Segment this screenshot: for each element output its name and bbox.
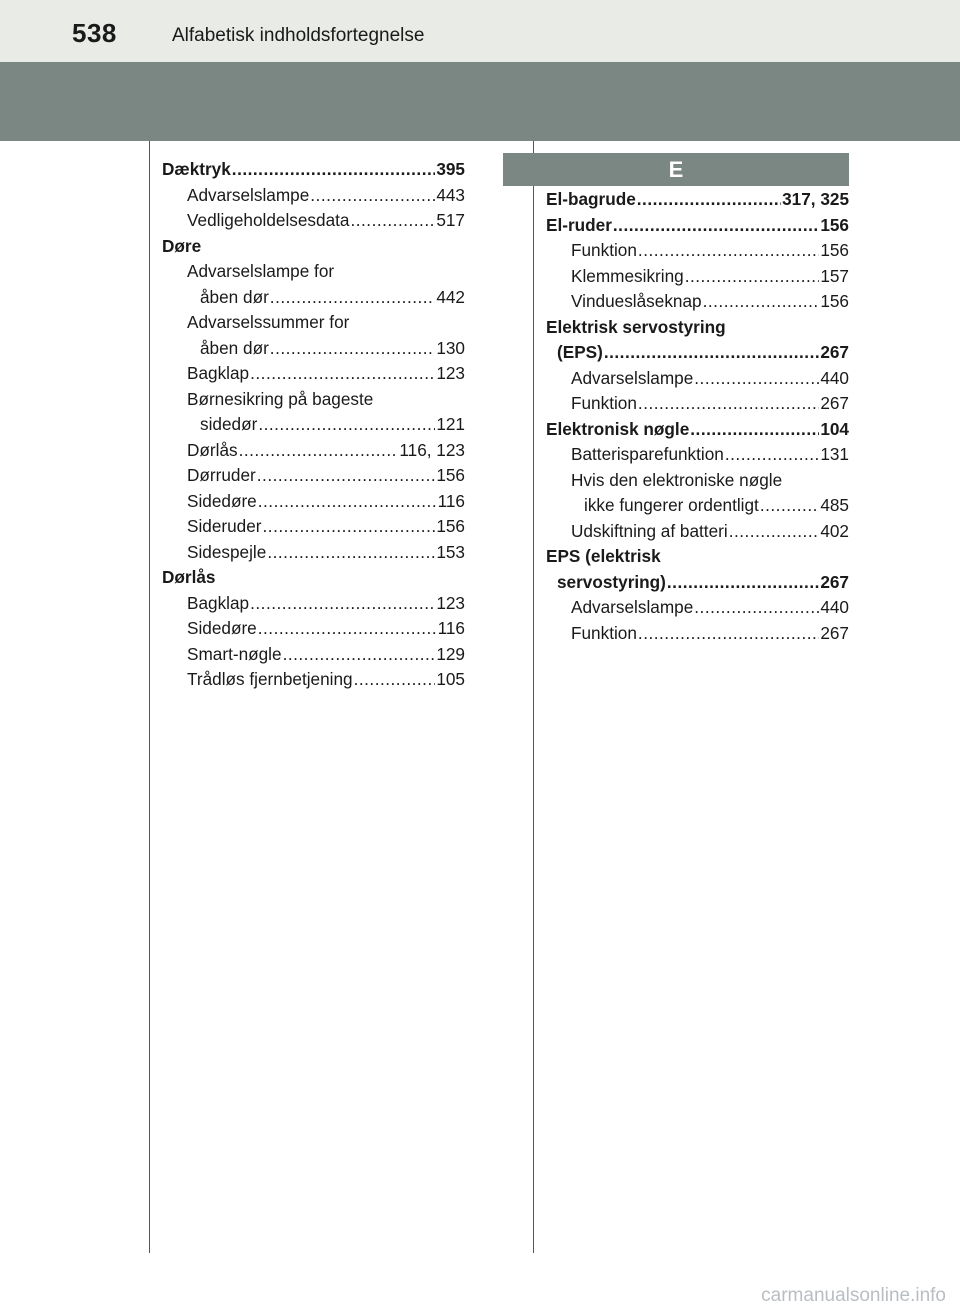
index-entry xyxy=(162,438,465,464)
leader-dots xyxy=(257,463,436,489)
index-entry xyxy=(546,417,849,443)
index-term: ikke fungerer ordentligt xyxy=(584,495,759,515)
index-term: Funktion xyxy=(571,622,637,643)
index-entry xyxy=(162,208,465,234)
page-reference: 485 xyxy=(820,495,849,515)
page-reference: 156 xyxy=(436,516,465,536)
index-entry xyxy=(162,642,465,668)
leader-dots xyxy=(310,183,435,209)
index-entry xyxy=(162,565,465,591)
index-term: Dæktryk xyxy=(162,159,231,179)
index-term: Døre xyxy=(162,235,202,256)
index-term: Klemmesikring xyxy=(571,265,684,286)
page-reference: 130 xyxy=(436,337,465,358)
index-term: Funktion xyxy=(571,240,637,260)
index-term: Trådløs fjernbetjening xyxy=(187,669,353,689)
top-header-bar xyxy=(0,0,960,62)
section-letter-header: E xyxy=(503,153,849,186)
index-term: Hvis den elektroniske nøgle xyxy=(571,469,783,490)
leader-dots xyxy=(604,340,819,366)
leader-dots xyxy=(638,391,819,417)
index-term: Advarselslampe xyxy=(571,367,694,388)
index-entry xyxy=(546,468,849,494)
index-entry xyxy=(162,310,465,336)
page-reference: 121 xyxy=(436,414,465,434)
index-term: Børnesikring på bageste xyxy=(187,388,374,409)
page-reference: 395 xyxy=(436,159,465,179)
leader-dots xyxy=(267,540,435,566)
left-column-rule xyxy=(149,141,150,1253)
page-reference: 116, 123 xyxy=(399,439,465,460)
leader-dots xyxy=(667,570,819,596)
leader-dots xyxy=(250,361,435,387)
index-term: Funktion xyxy=(571,393,637,413)
leader-dots xyxy=(270,285,436,311)
leader-dots xyxy=(703,289,820,315)
header-band xyxy=(0,62,960,141)
index-entry xyxy=(162,591,465,617)
index-term: Dørlås xyxy=(162,567,216,587)
index-entry xyxy=(162,387,465,413)
index-term: Advarselslampe for xyxy=(187,261,335,281)
leader-dots xyxy=(263,514,436,540)
index-column-right xyxy=(546,187,849,646)
page-reference: 156 xyxy=(820,291,849,311)
index-term: Advarselslampe xyxy=(571,597,694,617)
leader-dots xyxy=(283,642,436,668)
page-reference: 116 xyxy=(437,490,465,511)
index-column-left xyxy=(162,157,465,693)
index-entry xyxy=(546,442,849,468)
index-term: Dørlås xyxy=(187,439,238,460)
page-reference: 153 xyxy=(436,541,465,562)
index-entry xyxy=(546,544,849,570)
page-reference: 442 xyxy=(436,286,465,307)
index-term: Udskiftning af batteri xyxy=(571,520,728,541)
leader-dots xyxy=(258,412,435,438)
index-term: Sidedøre xyxy=(187,490,257,511)
leader-dots xyxy=(258,489,437,515)
page-number: 538 xyxy=(72,18,117,48)
index-entry xyxy=(162,285,465,311)
index-entry xyxy=(546,213,849,239)
index-entry xyxy=(546,187,849,213)
index-entry xyxy=(546,366,849,392)
leader-dots xyxy=(270,336,436,362)
index-term: Smart-nøgle xyxy=(187,643,282,664)
index-entry xyxy=(546,315,849,341)
index-term: El-bagrude xyxy=(546,189,636,209)
index-entry xyxy=(546,289,849,315)
page-reference: 440 xyxy=(820,367,849,388)
index-entry xyxy=(162,183,465,209)
index-entry xyxy=(546,340,849,366)
index-entry xyxy=(162,361,465,387)
index-term: Elektronisk nøgle xyxy=(546,418,690,439)
index-term: (EPS) xyxy=(557,342,603,362)
index-entry xyxy=(546,621,849,647)
index-term: åben dør xyxy=(200,337,269,358)
index-term: Sideruder xyxy=(187,516,262,536)
index-term: åben dør xyxy=(200,286,269,307)
page-reference: 517 xyxy=(436,210,465,230)
page-reference: 440 xyxy=(820,597,849,617)
index-term: sidedør xyxy=(200,414,258,434)
index-term: Sidedøre xyxy=(187,618,257,638)
index-entry xyxy=(546,519,849,545)
page-reference: 156 xyxy=(820,214,849,235)
index-term: Dørruder xyxy=(187,465,256,485)
index-term: Advarselssummer for xyxy=(187,312,350,332)
index-term: Batterisparefunktion xyxy=(571,444,724,464)
index-entry xyxy=(162,667,465,693)
index-term: servostyring) xyxy=(557,571,666,592)
index-entry xyxy=(162,616,465,642)
index-term: Vindueslåseknap xyxy=(571,291,702,311)
page-reference: 267 xyxy=(820,393,849,413)
page-reference: 443 xyxy=(436,184,465,205)
page-reference: 267 xyxy=(820,622,849,643)
page-reference: 123 xyxy=(436,363,465,383)
index-entry xyxy=(546,391,849,417)
leader-dots xyxy=(690,417,819,443)
leader-dots xyxy=(258,616,437,642)
index-entry xyxy=(162,234,465,260)
leader-dots xyxy=(638,621,819,647)
index-entry xyxy=(546,595,849,621)
leader-dots xyxy=(239,438,399,464)
index-term: El-ruder xyxy=(546,214,612,235)
leader-dots xyxy=(729,519,820,545)
index-term: Sidespejle xyxy=(187,541,267,562)
index-entry xyxy=(162,259,465,285)
page-reference: 317, 325 xyxy=(782,189,849,209)
index-term: EPS (elektrisk xyxy=(546,546,661,566)
leader-dots xyxy=(232,157,436,183)
leader-dots xyxy=(638,238,819,264)
index-entry xyxy=(162,514,465,540)
index-entry xyxy=(546,570,849,596)
page-reference: 116 xyxy=(437,618,465,638)
leader-dots xyxy=(250,591,435,617)
index-entry xyxy=(162,157,465,183)
page-title: Alfabetisk indholdsfortegnelse xyxy=(172,25,425,46)
page-reference: 123 xyxy=(436,592,465,613)
page-reference: 131 xyxy=(820,444,849,464)
index-term: Bagklap xyxy=(187,363,250,383)
page-reference: 156 xyxy=(436,465,465,485)
index-entry xyxy=(546,493,849,519)
page-reference: 129 xyxy=(436,643,465,664)
leader-dots xyxy=(725,442,819,468)
page-reference: 157 xyxy=(820,265,849,286)
leader-dots xyxy=(694,366,819,392)
leader-dots xyxy=(685,264,820,290)
index-term: Advarselslampe xyxy=(187,184,310,205)
leader-dots xyxy=(637,187,781,213)
leader-dots xyxy=(760,493,819,519)
page-reference: 267 xyxy=(820,342,849,362)
index-entry xyxy=(162,540,465,566)
page-reference: 156 xyxy=(820,240,849,260)
index-term: Vedligeholdelsesdata xyxy=(187,210,350,230)
index-entry xyxy=(546,264,849,290)
leader-dots xyxy=(694,595,819,621)
page-reference: 402 xyxy=(820,520,849,541)
leader-dots xyxy=(613,213,819,239)
leader-dots xyxy=(354,667,436,693)
page-reference: 104 xyxy=(820,418,849,439)
index-entry xyxy=(162,336,465,362)
index-entry xyxy=(162,412,465,438)
index-term: Bagklap xyxy=(187,592,250,613)
index-entry xyxy=(162,463,465,489)
index-entry xyxy=(162,489,465,515)
index-entry xyxy=(546,238,849,264)
index-term: Elektrisk servostyring xyxy=(546,316,726,337)
page-reference: 267 xyxy=(820,571,849,592)
leader-dots xyxy=(350,208,435,234)
middle-column-rule xyxy=(533,141,534,1253)
watermark: carmanualsonline.info xyxy=(761,1285,946,1306)
page-reference: 105 xyxy=(436,669,465,689)
